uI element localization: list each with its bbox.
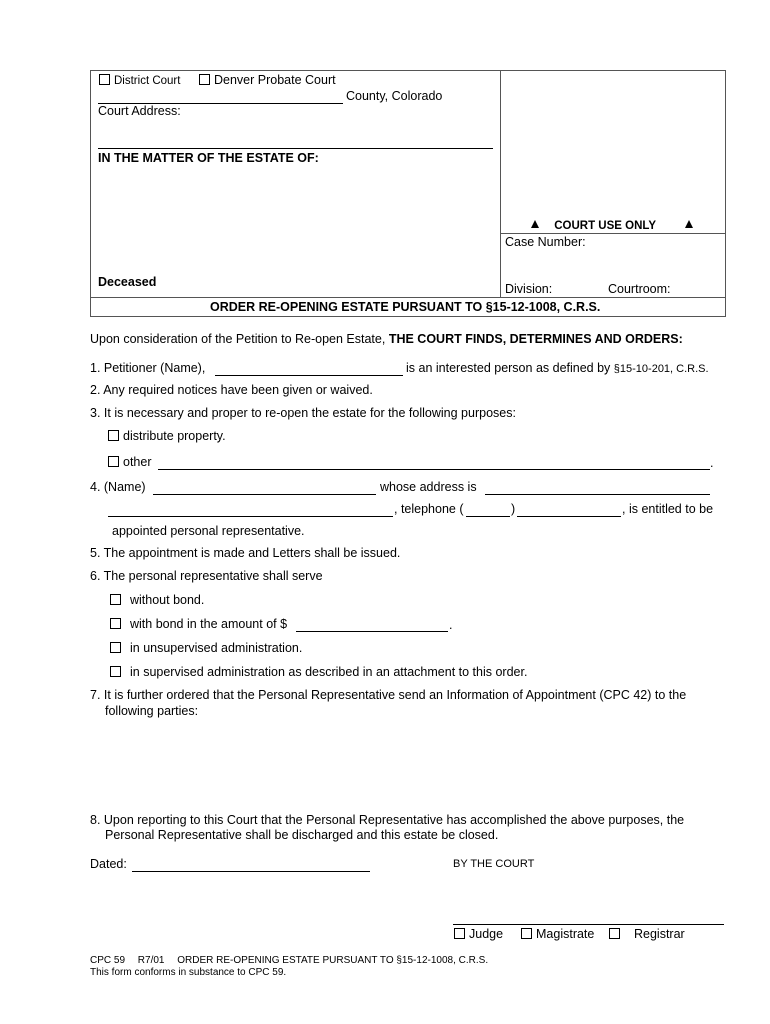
denver-probate-option[interactable]: Denver Probate Court <box>199 73 336 87</box>
pr-address-blank[interactable] <box>485 494 710 495</box>
item-8-line-2: Personal Representative shall be discharged and this estate be closed. <box>105 828 499 842</box>
caption-divider-vertical <box>500 70 501 297</box>
other-option[interactable]: other <box>108 455 152 469</box>
without-bond-option[interactable]: without bond. <box>110 593 204 607</box>
dated-label: Dated: <box>90 857 127 871</box>
unsupervised-option[interactable]: in unsupervised administration. <box>110 641 302 655</box>
case-number-label: Case Number: <box>505 235 586 249</box>
caption-divider-horizontal <box>90 297 725 298</box>
whose-address-label: whose address is <box>380 480 477 494</box>
item-1-label: 1. Petitioner (Name), <box>90 361 206 375</box>
item-1-text: is an interested person as defined by §15-10-201, C.R.S. <box>406 361 709 375</box>
item-4-label: 4. (Name) <box>90 480 146 494</box>
appointed-text: appointed personal representative. <box>112 524 305 538</box>
estate-matter-heading: IN THE MATTER OF THE ESTATE OF: <box>98 151 319 165</box>
by-the-court: BY THE COURT <box>453 858 535 870</box>
denver-probate-checkbox[interactable] <box>199 74 210 85</box>
with-bond-option[interactable]: with bond in the amount of $ <box>110 617 287 631</box>
with-bond-checkbox[interactable] <box>110 618 121 629</box>
item-7-line-2: following parties: <box>105 704 199 718</box>
bond-period: . <box>449 618 453 632</box>
court-address-blank[interactable] <box>98 148 493 149</box>
court-address-label: Court Address: <box>98 104 181 118</box>
other-purpose-blank[interactable] <box>158 469 710 470</box>
footer-line-2: This form conforms in substance to CPC 59. <box>90 967 287 978</box>
pr-address-blank-2[interactable] <box>108 516 393 517</box>
other-checkbox[interactable] <box>108 456 119 467</box>
unsupervised-checkbox[interactable] <box>110 642 121 653</box>
item-3: 3. It is necessary and proper to re-open the estate for the following purposes: <box>90 406 516 420</box>
supervised-checkbox[interactable] <box>110 666 121 677</box>
court-use-divider <box>500 233 725 234</box>
pr-name-blank[interactable] <box>153 494 376 495</box>
without-bond-checkbox[interactable] <box>110 594 121 605</box>
registrar-checkbox[interactable] <box>609 928 620 939</box>
division-label: Division: <box>505 282 553 296</box>
court-use-only: COURT USE ONLY <box>531 220 693 232</box>
petitioner-name-blank[interactable] <box>215 375 403 376</box>
supervised-option[interactable]: in supervised administration as described in an attachment to this order. <box>110 665 527 679</box>
item-2: 2. Any required notices have been given or waived. <box>90 383 373 397</box>
item-6: 6. The personal representative shall serve <box>90 569 323 583</box>
judge-checkbox[interactable] <box>454 928 465 939</box>
judge-option[interactable]: Judge <box>454 927 503 941</box>
intro-paragraph: Upon consideration of the Petition to Re-open Estate, THE COURT FINDS, DETERMINES AND ORDERS: <box>90 332 683 346</box>
other-period: . <box>710 456 714 470</box>
telephone-blank[interactable] <box>517 516 621 517</box>
footer-line-1: CPC 59 R7/01 ORDER RE-OPENING ESTATE PURSUANT TO §15-12-1008, C.R.S. <box>90 955 489 966</box>
area-code-blank[interactable] <box>466 516 510 517</box>
county-label: County, Colorado <box>346 89 443 103</box>
bond-amount-blank[interactable] <box>296 631 448 632</box>
deceased-label: Deceased <box>98 275 157 289</box>
signature-blank[interactable] <box>453 924 724 925</box>
item-5: 5. The appointment is made and Letters shall be issued. <box>90 546 401 560</box>
telephone-paren: ) <box>511 502 516 516</box>
district-court-checkbox[interactable] <box>99 74 110 85</box>
distribute-property-checkbox[interactable] <box>108 430 119 441</box>
entitled-label: , is entitled to be <box>622 502 714 516</box>
arrow-up-icon <box>685 220 693 228</box>
dated-blank[interactable] <box>132 871 370 872</box>
distribute-property-option[interactable]: distribute property. <box>108 429 226 443</box>
page-title: ORDER RE-OPENING ESTATE PURSUANT TO §15-12-1008, C.R.S. <box>210 300 601 314</box>
magistrate-checkbox[interactable] <box>521 928 532 939</box>
magistrate-option[interactable]: Magistrate <box>521 927 594 941</box>
item-7-line-1: 7. It is further ordered that the Personal Representative send an Information of Appointment (CPC 42) to the <box>90 688 687 702</box>
arrow-up-icon <box>531 220 539 228</box>
telephone-label: , telephone ( <box>394 502 464 516</box>
item-8-line-1: 8. Upon reporting to this Court that the Personal Representative has accomplished the above purposes, the <box>90 813 685 827</box>
district-court-option[interactable]: District Court <box>99 74 180 87</box>
courtroom-label: Courtroom: <box>608 282 671 296</box>
registrar-option[interactable]: Registrar <box>609 927 685 941</box>
caption-box <box>90 70 726 317</box>
